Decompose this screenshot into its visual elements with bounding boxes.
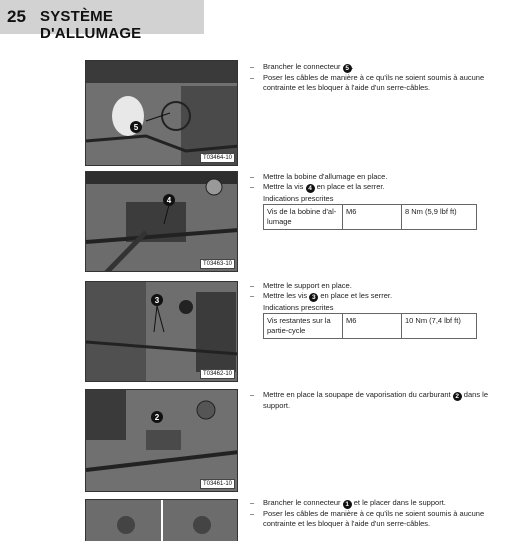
photo-code: T03464-10 — [200, 153, 235, 163]
photo-illustration — [86, 500, 238, 541]
chapter-header — [0, 0, 204, 42]
instruction: – Brancher le connecteur 5 . — [250, 62, 354, 72]
instruction: – Mettre en place la soupape de vaporisation du carburant 2 dans le support. — [250, 390, 488, 410]
spec-size: M6 — [343, 314, 402, 339]
spec-title: Indications prescrites — [263, 303, 334, 312]
marker-5: 5 — [133, 123, 139, 132]
instruction: – Mettre les vis 3 en place et les serrer. — [250, 291, 393, 301]
step-5 — [250, 498, 490, 529]
marker-3: 3 — [154, 296, 160, 305]
instruction: – Mettre la vis 4 en place et la serrer. — [250, 182, 385, 192]
spec-torque: 8 Nm (5,9 lbf ft) — [402, 205, 477, 230]
marker-2: 2 — [154, 413, 160, 422]
spec-size: M6 — [343, 205, 402, 230]
chapter-number: 25 — [7, 7, 26, 26]
spec-part: Vis de la bobine d'al-lumage — [264, 205, 343, 230]
photo-code: T03462-10 — [200, 369, 235, 379]
photo-illustration — [86, 172, 238, 272]
step-4 — [250, 390, 490, 411]
callout-5: 5 — [343, 64, 352, 73]
photo-code: T03463-10 — [200, 259, 235, 269]
instruction: – Brancher le connecteur 1 et le placer dans le support. — [250, 498, 446, 508]
callout-2: 2 — [453, 392, 462, 401]
step-3 — [250, 281, 490, 339]
instruction: – Mettre le support en place. — [250, 281, 352, 290]
photo-code: T03461-10 — [200, 479, 235, 489]
photo-illustration — [86, 61, 238, 166]
photo-support — [85, 281, 238, 382]
spec-title: Indications prescrites — [263, 194, 334, 203]
callout-4: 4 — [306, 184, 315, 193]
photo-illustration — [86, 390, 238, 492]
step-2 — [250, 172, 490, 230]
callout-1: 1 — [343, 500, 352, 509]
photo-connector-support — [85, 499, 238, 541]
step-1 — [250, 62, 490, 93]
spec-table — [263, 204, 477, 230]
instruction: – Mettre la bobine d'allumage en place. — [250, 172, 388, 181]
photo-fuel-valve — [85, 389, 238, 492]
spec-torque: 10 Nm (7,4 lbf ft) — [402, 314, 477, 339]
photo-illustration — [86, 282, 238, 382]
marker-4: 4 — [166, 196, 172, 205]
instruction: – Poser les câbles de manière à ce qu'ils ne soient soumis à aucune contrainte et les bloquer à l'aide d'un serre-câbles. — [250, 509, 485, 528]
callout-3: 3 — [309, 293, 318, 302]
chapter-title: SYSTÈME D'ALLUMAGE — [40, 8, 142, 42]
photo-connector — [85, 60, 238, 166]
spec-part: Vis restantes sur la partie-cycle — [264, 314, 343, 339]
photo-ignition-coil — [85, 171, 238, 272]
spec-table — [263, 313, 477, 339]
instruction: – Poser les câbles de manière à ce qu'ils ne soient soumis à aucune contrainte et les bloquer à l'aide d'un serre-câbles. — [250, 73, 485, 92]
